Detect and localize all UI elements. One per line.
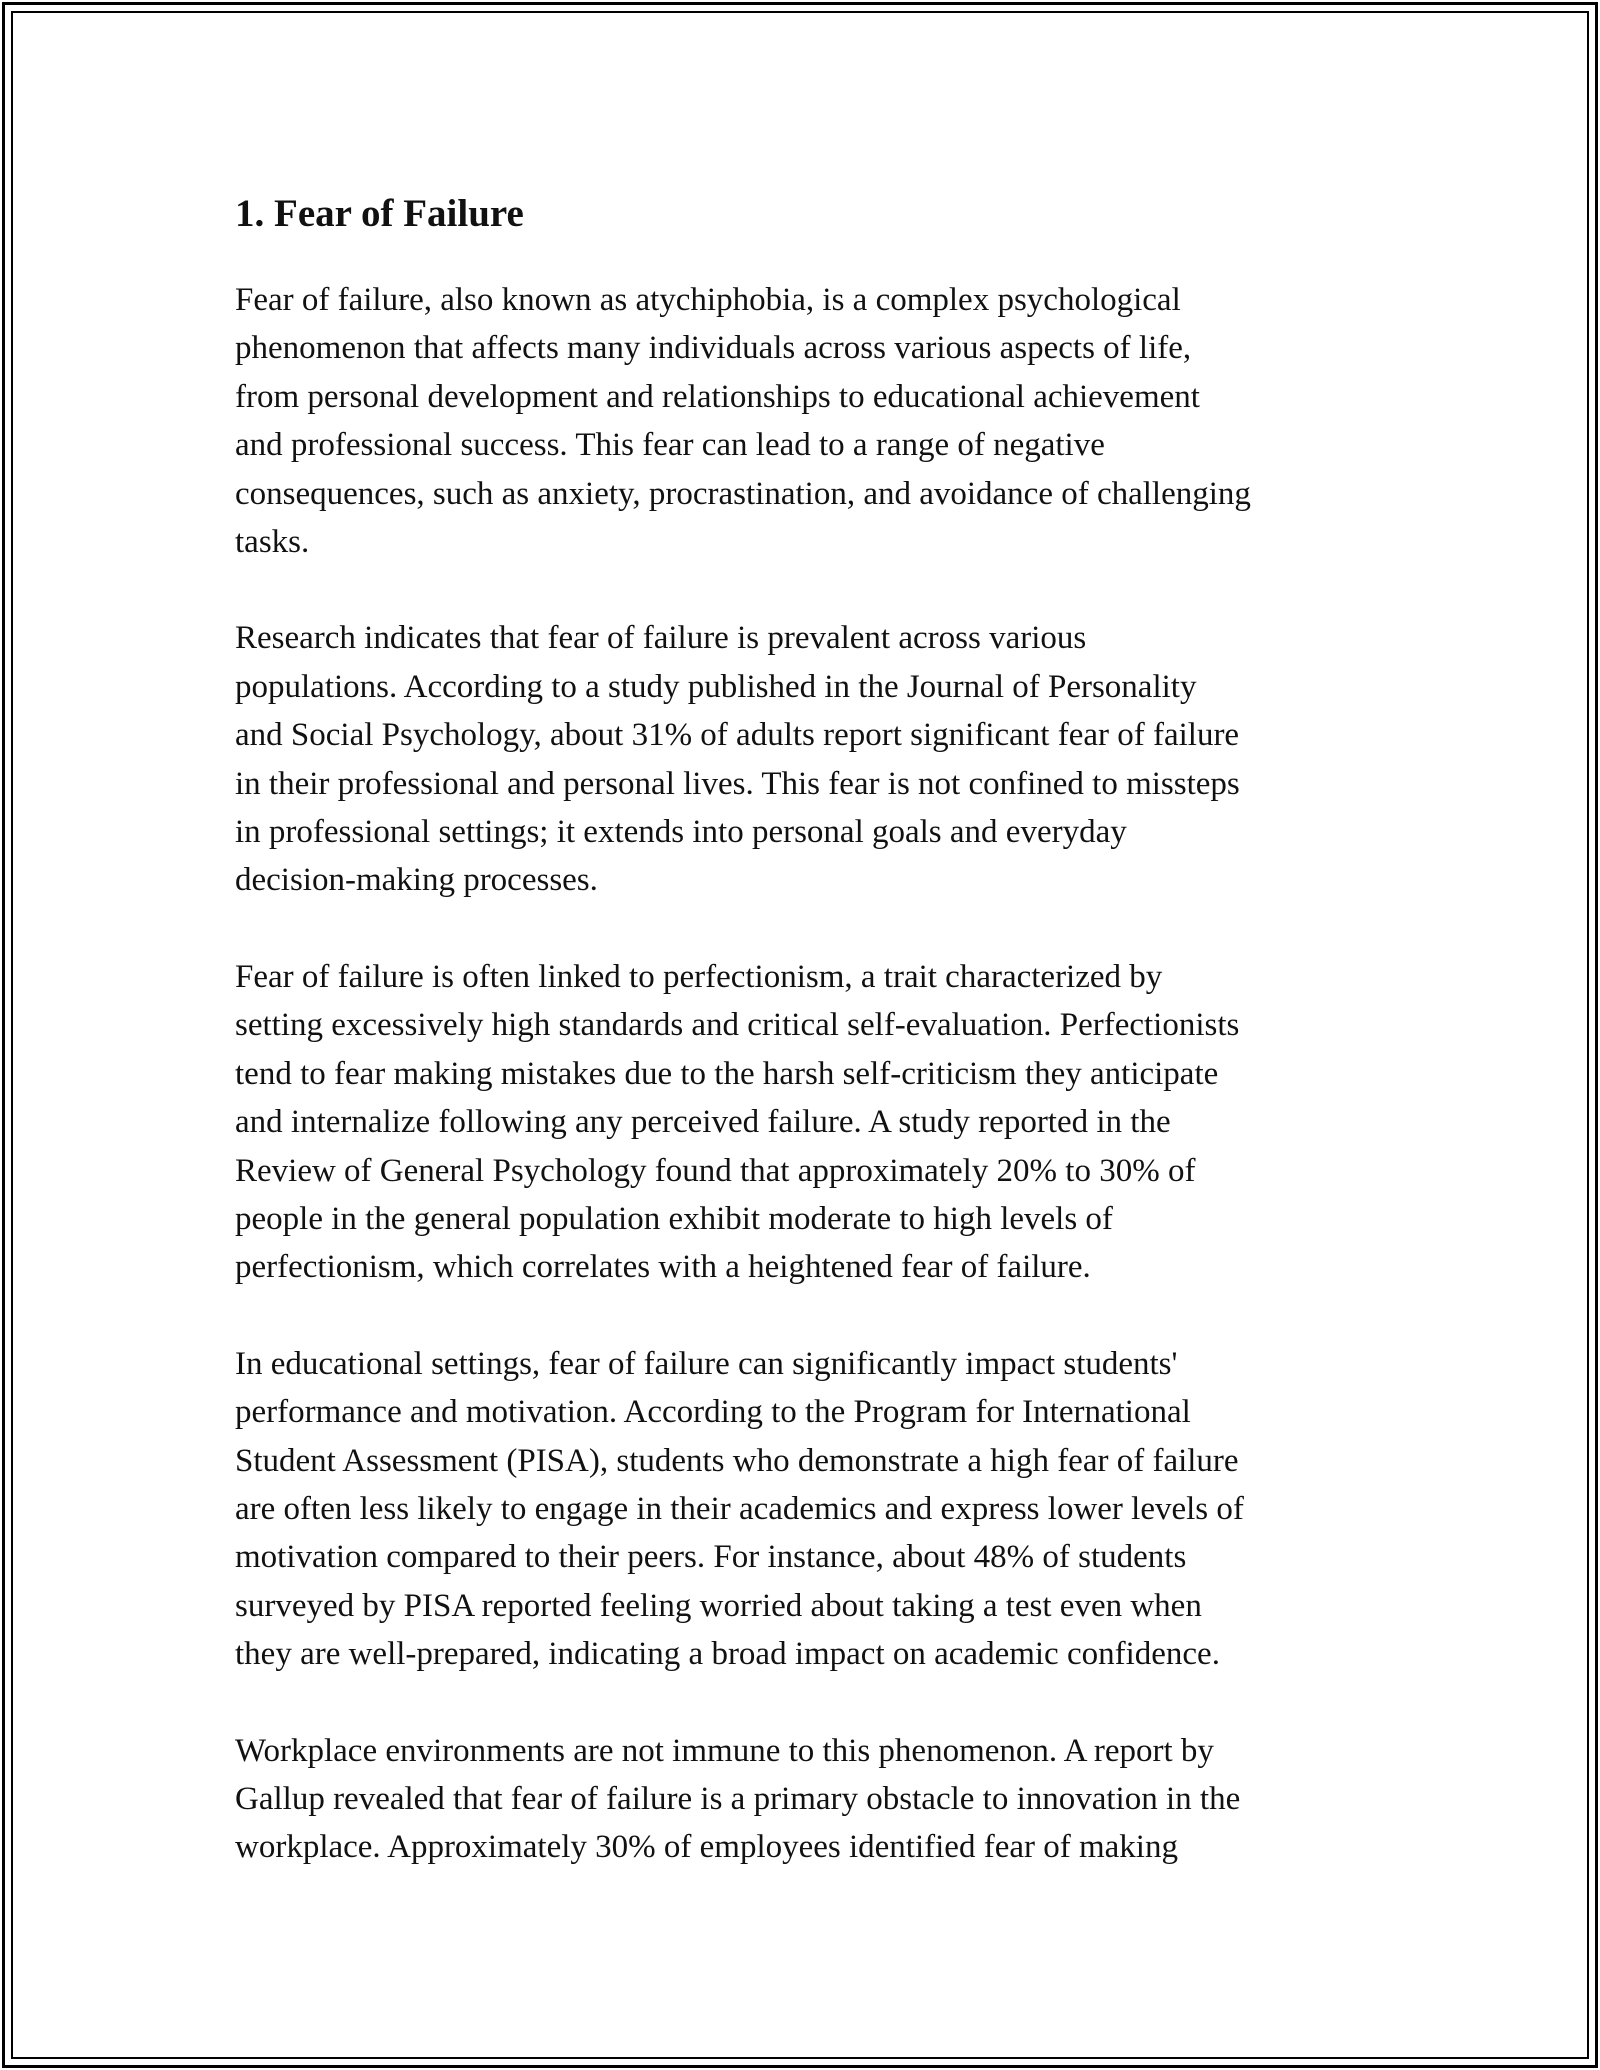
- paragraph-definition: Fear of failure, also known as atychiphobia, is a complex psychological phenomenon that affects many individuals across various aspects of life, from personal development and relationships to educational achievement and professional success. This fear can lead to a range of negative consequences, such as anxiety, procrastination, and avoidance of challenging tasks.: [235, 282, 1251, 561]
- section-heading: 1. Fear of Failure: [235, 192, 524, 235]
- paragraph-perfectionism: Fear of failure is often linked to perfectionism, a trait characterized by setting excessively high standards and critical self-evaluation. Perfectionists tend to fear making mistakes due to the harsh self-criticism they anticipate and internalize following any perceived failure. A study reported in the Review of General Psychology found that approximately 20% to 30% of people in the general population exhibit moderate to high levels of perfectionism, which correlates with a heightened fear of failure.: [235, 958, 1240, 1286]
- paragraph-prevalence: Research indicates that fear of failure is prevalent across various populations. According to a study published in the Journal of Personality and Social Psychology, about 31% of adults report significant fear of failure in their professional and personal lives. This fear is not confined to missteps in professional settings; it extends into personal goals and everyday decision-making processes.: [235, 620, 1240, 899]
- document-body: [235, 182, 1385, 1920]
- paragraph-workplace: Workplace environments are not immune to this phenomenon. A report by Gallup revealed that fear of failure is a primary obstacle to innovation in the workplace. Approximately 30% of employees identified fear of making: [235, 1732, 1241, 1866]
- paragraph-education: In educational settings, fear of failure can significantly impact students' performance and motivation. According to the Program for International Student Assessment (PISA), students who demonstrate a high fear of failure are often less likely to engage in their academics and express lower levels of motivation compared to their peers. For instance, about 48% of students surveyed by PISA reported feeling worried about taking a test even when they are well-prepared, indicating a broad impact on academic confidence.: [235, 1345, 1244, 1673]
